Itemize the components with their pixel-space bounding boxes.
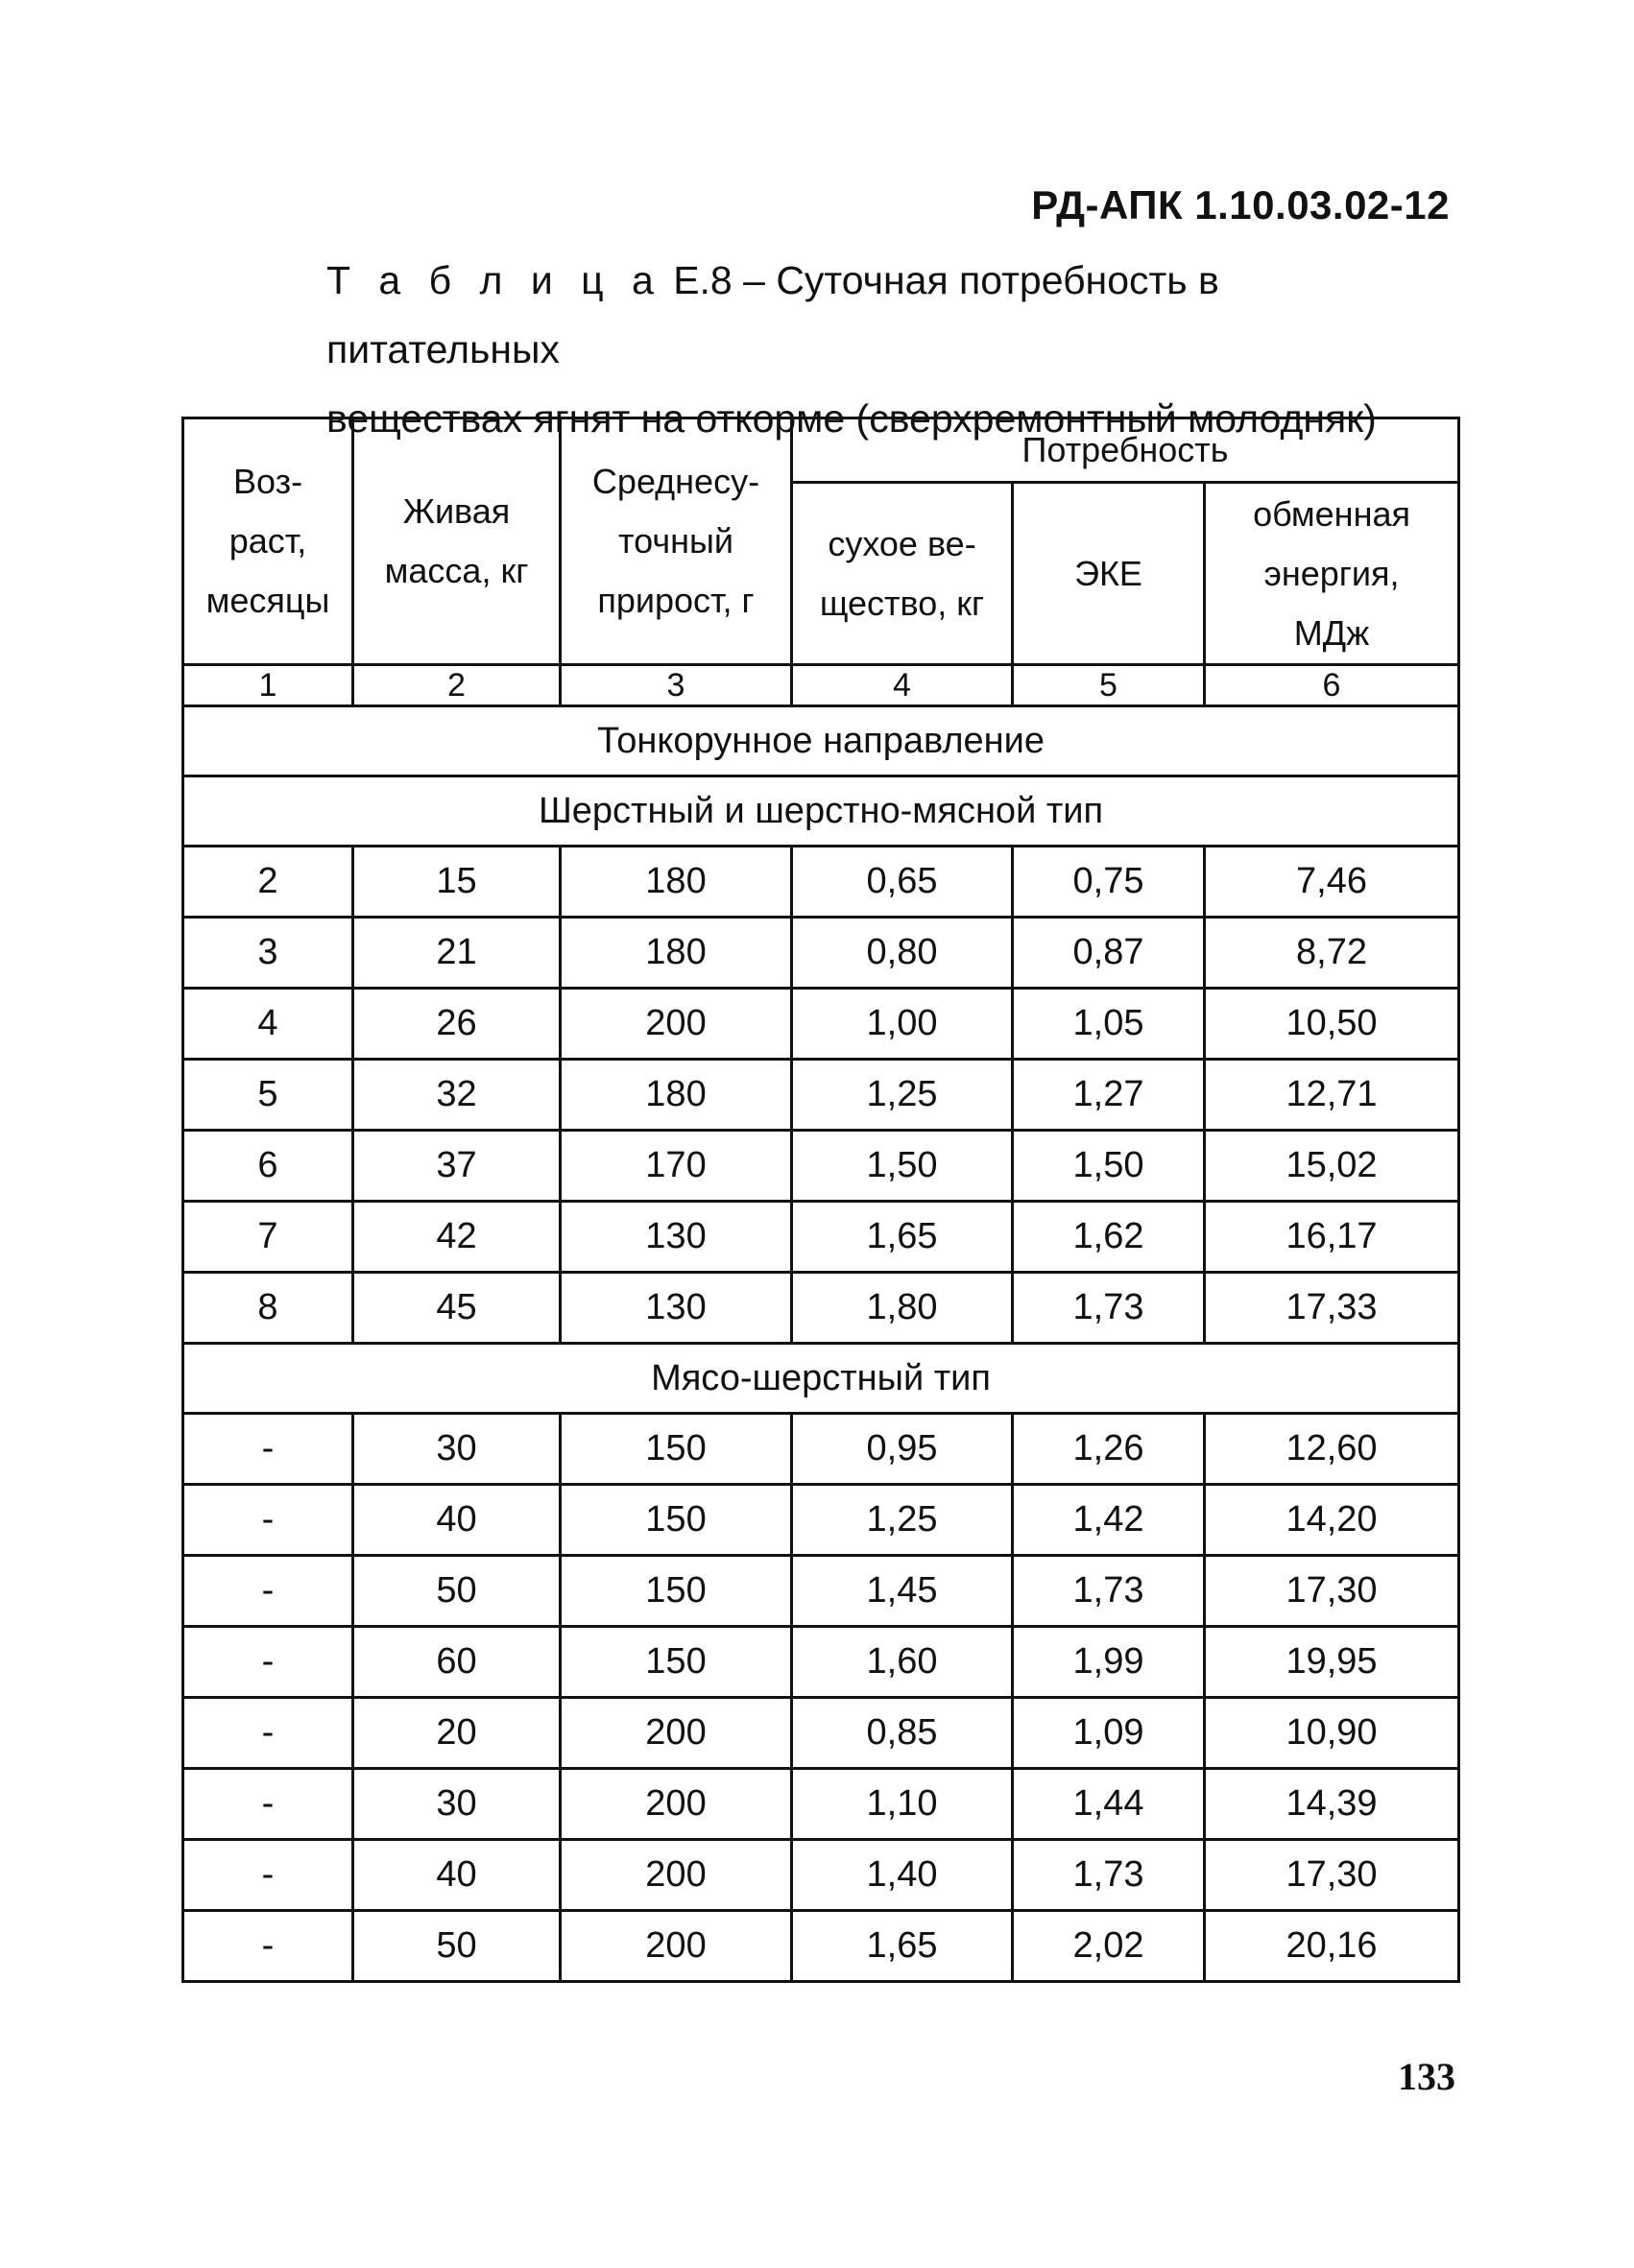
table-cell: 8 xyxy=(183,1273,353,1344)
section-row xyxy=(183,776,1459,847)
table-cell: 1,45 xyxy=(792,1556,1013,1627)
table-cell: 21 xyxy=(353,918,561,989)
table-cell: 40 xyxy=(353,1840,561,1911)
table-cell: 40 xyxy=(353,1485,561,1556)
table-cell: 130 xyxy=(561,1202,792,1273)
table-cell: 7 xyxy=(183,1202,353,1273)
table-cell: 10,90 xyxy=(1205,1698,1459,1769)
table-cell: 17,33 xyxy=(1205,1273,1459,1344)
table-cell: - xyxy=(183,1485,353,1556)
table-cell: 200 xyxy=(561,1840,792,1911)
table-cell: 12,71 xyxy=(1205,1060,1459,1131)
table-cell: 1,60 xyxy=(792,1627,1013,1698)
table-cell: 30 xyxy=(353,1769,561,1840)
table-cell: 200 xyxy=(561,1769,792,1840)
table-cell: 32 xyxy=(353,1060,561,1131)
table-cell: 2,02 xyxy=(1013,1911,1205,1982)
table-row xyxy=(183,989,1459,1060)
page-number: 133 xyxy=(1398,2055,1455,2098)
table-cell: 12,60 xyxy=(1205,1414,1459,1485)
nutrition-table xyxy=(181,417,1460,1983)
table-cell: 1,44 xyxy=(1013,1769,1205,1840)
table-row xyxy=(183,1627,1459,1698)
header-eke: ЭКЕ xyxy=(1013,483,1205,665)
table-body xyxy=(183,706,1459,1982)
table-cell: 2 xyxy=(183,847,353,918)
caption-line-2: веществах ягнят на откорме (сверхремонтный молодняк) xyxy=(326,396,1377,441)
table-cell: 1,40 xyxy=(792,1840,1013,1911)
table-cell: 150 xyxy=(561,1627,792,1698)
table-cell: 180 xyxy=(561,847,792,918)
section-title: Мясо-шерстный тип xyxy=(183,1344,1459,1414)
table-cell: 15 xyxy=(353,847,561,918)
table-cell: - xyxy=(183,1414,353,1485)
column-number: 6 xyxy=(1205,665,1459,706)
table-cell: 1,00 xyxy=(792,989,1013,1060)
table-row xyxy=(183,1698,1459,1769)
table-cell: 16,17 xyxy=(1205,1202,1459,1273)
table-cell: - xyxy=(183,1698,353,1769)
table-cell: 7,46 xyxy=(1205,847,1459,918)
table-cell: 3 xyxy=(183,918,353,989)
table-cell: 1,25 xyxy=(792,1485,1013,1556)
header-daily-gain: Среднесу- точный прирост, г xyxy=(561,418,792,665)
table-row xyxy=(183,1911,1459,1982)
table-cell: 1,73 xyxy=(1013,1840,1205,1911)
table-cell: 20 xyxy=(353,1698,561,1769)
caption-line-1-text: Е.8 – Суточная потребность в питательных xyxy=(326,258,1219,371)
section-title: Шерстный и шерстно-мясной тип xyxy=(183,776,1459,847)
table-cell: 14,20 xyxy=(1205,1485,1459,1556)
table-cell: 0,95 xyxy=(792,1414,1013,1485)
caption-prefix: Т а б л и ц а xyxy=(326,258,662,302)
table-cell: 1,50 xyxy=(1013,1131,1205,1202)
table-cell: 8,72 xyxy=(1205,918,1459,989)
table-row xyxy=(183,1060,1459,1131)
column-number-row xyxy=(183,665,1459,706)
table-cell: 1,99 xyxy=(1013,1627,1205,1698)
table-cell: - xyxy=(183,1627,353,1698)
table-cell: 200 xyxy=(561,1698,792,1769)
header-need: Потребность xyxy=(792,418,1459,483)
table-cell: 19,95 xyxy=(1205,1627,1459,1698)
table-cell: 0,85 xyxy=(792,1698,1013,1769)
header-metabolic-energy: обменная энергия, МДж xyxy=(1205,483,1459,665)
table-cell: 6 xyxy=(183,1131,353,1202)
table-row xyxy=(183,1840,1459,1911)
table-cell: 17,30 xyxy=(1205,1840,1459,1911)
table-cell: 1,65 xyxy=(792,1202,1013,1273)
table-cell: 10,50 xyxy=(1205,989,1459,1060)
column-number: 3 xyxy=(561,665,792,706)
header-age: Воз- раст, месяцы xyxy=(183,418,353,665)
table-cell: 150 xyxy=(561,1414,792,1485)
table-cell: 150 xyxy=(561,1556,792,1627)
table-row xyxy=(183,1202,1459,1273)
table-cell: 1,27 xyxy=(1013,1060,1205,1131)
document-code: РД-АПК 1.10.03.02-12 xyxy=(1031,182,1450,227)
table-cell: 60 xyxy=(353,1627,561,1698)
table-row xyxy=(183,1131,1459,1202)
table-cell: 15,02 xyxy=(1205,1131,1459,1202)
column-number: 2 xyxy=(353,665,561,706)
table-cell: 1,42 xyxy=(1013,1485,1205,1556)
table-cell: 1,25 xyxy=(792,1060,1013,1131)
table-cell: 200 xyxy=(561,989,792,1060)
table-header xyxy=(183,418,1459,706)
table-cell: 14,39 xyxy=(1205,1769,1459,1840)
table-row xyxy=(183,1273,1459,1344)
table-cell: 1,80 xyxy=(792,1273,1013,1344)
table-cell: 1,26 xyxy=(1013,1414,1205,1485)
table-cell: 1,10 xyxy=(792,1769,1013,1840)
group-row xyxy=(183,706,1459,776)
table-cell: 20,16 xyxy=(1205,1911,1459,1982)
table-row xyxy=(183,1769,1459,1840)
table-cell: 170 xyxy=(561,1131,792,1202)
table-cell: 0,80 xyxy=(792,918,1013,989)
caption-line-1 xyxy=(326,246,1402,384)
table-row xyxy=(183,847,1459,918)
table-cell: 1,73 xyxy=(1013,1273,1205,1344)
table-row xyxy=(183,918,1459,989)
table-cell: 200 xyxy=(561,1911,792,1982)
table-cell: 1,73 xyxy=(1013,1556,1205,1627)
table-cell: - xyxy=(183,1911,353,1982)
table-cell: - xyxy=(183,1840,353,1911)
table-cell: 180 xyxy=(561,1060,792,1131)
table-cell: 26 xyxy=(353,989,561,1060)
column-number: 4 xyxy=(792,665,1013,706)
table-cell: 150 xyxy=(561,1485,792,1556)
table-cell: 1,62 xyxy=(1013,1202,1205,1273)
table-cell: 1,05 xyxy=(1013,989,1205,1060)
table-cell: 45 xyxy=(353,1273,561,1344)
table-cell: 0,75 xyxy=(1013,847,1205,918)
table-cell: 5 xyxy=(183,1060,353,1131)
table-cell: - xyxy=(183,1556,353,1627)
table-cell: 17,30 xyxy=(1205,1556,1459,1627)
section-row xyxy=(183,1344,1459,1414)
table-cell: 37 xyxy=(353,1131,561,1202)
table-cell: 0,87 xyxy=(1013,918,1205,989)
table-row xyxy=(183,1485,1459,1556)
column-number: 1 xyxy=(183,665,353,706)
header-dry-matter: сухое ве- щество, кг xyxy=(792,483,1013,665)
table-cell: 50 xyxy=(353,1556,561,1627)
table-cell: 130 xyxy=(561,1273,792,1344)
table-cell: 30 xyxy=(353,1414,561,1485)
table-row xyxy=(183,1414,1459,1485)
table-cell: 42 xyxy=(353,1202,561,1273)
header-live-mass: Живая масса, кг xyxy=(353,418,561,665)
table-cell: 4 xyxy=(183,989,353,1060)
table-cell: 1,09 xyxy=(1013,1698,1205,1769)
group-title: Тонкорунное направление xyxy=(183,706,1459,776)
table-row xyxy=(183,1556,1459,1627)
column-number: 5 xyxy=(1013,665,1205,706)
table-cell: - xyxy=(183,1769,353,1840)
table-cell: 1,50 xyxy=(792,1131,1013,1202)
table-cell: 0,65 xyxy=(792,847,1013,918)
table-cell: 50 xyxy=(353,1911,561,1982)
table-cell: 1,65 xyxy=(792,1911,1013,1982)
table-cell: 180 xyxy=(561,918,792,989)
